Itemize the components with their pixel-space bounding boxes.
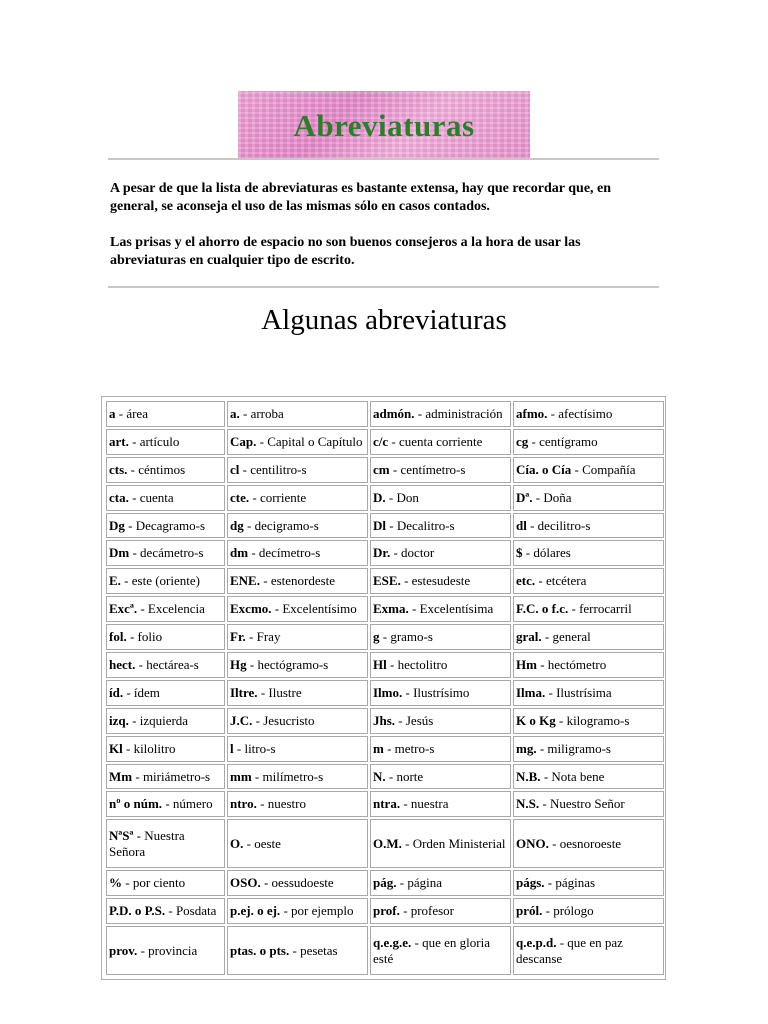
abbreviation-cell [227,540,368,566]
abbreviation-meaning: - Capital o Capítulo [256,433,363,449]
abbreviation-meaning: - Orden Ministerial [401,835,506,851]
abbreviation-meaning: - cuenta corriente [388,433,483,449]
abbreviation-meaning: - dólares [522,545,571,561]
abbreviation-cell [106,898,225,924]
abbreviation-meaning: - centímetro-s [389,461,466,477]
abbreviation-meaning: - kilolitro [122,740,176,756]
abbreviation-cell [227,819,368,868]
abbreviation-cell [513,898,664,924]
abbreviation: pról. [516,903,543,919]
abbreviation: prov. [109,942,138,958]
abbreviation-cell [370,401,511,427]
abbreviation: Cía. o Cía [516,461,572,477]
abbreviation: ntra. [373,796,401,812]
abbreviation-meaning: - prólogo [542,903,594,919]
abbreviation-cell [513,652,664,678]
abbreviation: hect. [109,656,136,672]
abbreviation-cell [106,513,225,539]
abbreviation: mm [230,768,252,784]
abbreviation-meaning: - oeste [243,835,281,851]
table-row [106,401,664,427]
abbreviation-meaning: - general [541,629,591,645]
abbreviation-meaning: - centilitro-s [239,461,307,477]
abbreviation-cell [106,819,225,868]
abbreviation-cell [370,898,511,924]
abbreviation-meaning: - ferrocarril [568,601,632,617]
abbreviation-meaning: - corriente [249,489,307,505]
abbreviation-cell [370,819,511,868]
table-row [106,819,664,868]
abbreviation-cell [513,791,664,817]
abbreviation: Exma. [373,601,409,617]
abbreviation-meaning: - folio [126,629,163,645]
abbreviation: nº o núm. [109,796,163,812]
abbreviation: pág. [373,875,397,891]
abbreviation-cell [513,513,664,539]
abbreviation-cell [106,540,225,566]
abbreviation-cell [370,764,511,790]
abbreviation: ENE. [230,573,260,589]
abbreviation: Hg [230,656,247,672]
abbreviation: J.C. [230,712,253,728]
abbreviation-meaning: - kilogramo-s [555,712,630,728]
abbreviation-cell [227,791,368,817]
abbreviation-meaning: - cuenta [128,489,174,505]
abbreviation-cell [513,429,664,455]
abbreviation-meaning: - centígramo [528,433,598,449]
table-row [106,540,664,566]
abbreviation-meaning: - norte [385,768,424,784]
abbreviation: P.D. o P.S. [109,903,166,919]
abbreviation-meaning: - por ciento [122,875,186,891]
table-row [106,457,664,483]
abbreviation-meaning: - Excelentísimo [271,601,357,617]
abbreviation-cell [370,926,511,975]
title-banner [238,91,530,159]
abbreviation-meaning: - etcétera [535,573,587,589]
abbreviation-cell [370,652,511,678]
abbreviation-meaning: - hectárea-s [135,656,199,672]
abbreviation-meaning: - decigramo-s [243,517,319,533]
abbreviation-meaning: - Decagramo-s [124,517,206,533]
abbreviation-meaning: - que en gloria esté [373,934,490,966]
abbreviation-meaning: - litro-s [233,740,276,756]
abbreviation-meaning: - estenordeste [259,573,336,589]
abbreviation-meaning: - Compañía [571,461,636,477]
abbreviation: fol. [109,629,127,645]
abbreviation: O. [230,835,244,851]
abbreviation-cell [106,624,225,650]
divider [108,286,659,288]
table-row [106,764,664,790]
abbreviation-meaning: - gramo-s [379,629,433,645]
abbreviation-cell [106,457,225,483]
abbreviation-cell [106,708,225,734]
abbreviation-meaning: - provincia [137,942,198,958]
table-row [106,596,664,622]
abbreviation-meaning: - Ilustre [257,684,302,700]
table-row [106,513,664,539]
abbreviation: Dg [109,517,125,533]
abbreviation-cell [106,736,225,762]
abbreviation: dm [230,545,249,561]
abbreviation-cell [106,870,225,896]
abbreviation: Ilma. [516,684,546,700]
abbreviation-meaning: - Jesucristo [252,712,315,728]
table-row [106,485,664,511]
abbreviation: a [109,405,116,421]
abbreviation: afmo. [516,405,548,421]
abbreviation: Hm [516,656,537,672]
table-row [106,736,664,762]
abbreviation: cm [373,461,390,477]
table-row [106,898,664,924]
abbreviation-cell [227,870,368,896]
abbreviation-meaning: - afectísimo [547,405,613,421]
abbreviation-meaning: - Posdata [165,903,217,919]
abbreviation-cell [513,764,664,790]
abbreviation-cell [370,680,511,706]
abbreviation-cell [227,485,368,511]
table-row [106,870,664,896]
abbreviation: q.e.p.d. [516,934,557,950]
abbreviation-cell [227,652,368,678]
abbreviation: izq. [109,712,129,728]
abbreviation-cell [370,736,511,762]
abbreviation: Iltre. [230,684,258,700]
abbreviation: Excª. [109,601,138,617]
abbreviation: Hl [373,656,387,672]
abbreviation-cell [106,485,225,511]
abbreviation-cell [106,596,225,622]
abbreviation: F.C. o f.c. [516,601,569,617]
abbreviation: N.S. [516,796,540,812]
abbreviation-cell [227,736,368,762]
abbreviation-meaning: - artículo [128,433,180,449]
abbreviation: q.e.g.e. [373,934,412,950]
abbreviation: dg [230,517,244,533]
abbreviation: N.B. [516,768,541,784]
abbreviation: art. [109,433,129,449]
abbreviation: ONO. [516,835,549,851]
abbreviation: g [373,629,380,645]
abbreviation-meaning: - nuestro [256,796,306,812]
abbreviation-cell [513,568,664,594]
abbreviation-cell [227,764,368,790]
intro-paragraph-2: Las prisas y el ahorro de espacio no son buenos consejeros a la hora de usar las abreviaturas en cualquier tipo de escrito. [110,235,581,268]
abbreviation-cell [227,898,368,924]
abbreviation-meaning: - decámetro-s [129,545,204,561]
table-row [106,429,664,455]
abbreviation-cell [370,870,511,896]
abbreviation-meaning: - izquierda [128,712,189,728]
abbreviation: OSO. [230,875,261,891]
abbreviation-cell [106,429,225,455]
abbreviation-cell [370,568,511,594]
abbreviation-meaning: - Don [385,489,419,505]
abbreviation-cell [106,764,225,790]
abbreviation-cell [227,401,368,427]
abbreviation: Dm [109,545,130,561]
page-title: Abreviaturas [293,108,475,143]
abbreviation: págs. [516,875,545,891]
abbreviation: K o Kg [516,712,556,728]
table-row [106,652,664,678]
abbreviation: Excmo. [230,601,272,617]
abbreviation-cell [370,596,511,622]
abbreviation-cell [106,926,225,975]
abbreviation-cell [370,540,511,566]
abbreviation: NªSª [109,827,134,843]
abbreviation: Fr. [230,629,246,645]
abbreviation: m [373,740,384,756]
abbreviation: cte. [230,489,250,505]
abbreviation-cell [227,708,368,734]
abbreviation-cell [513,680,664,706]
abbreviation-meaning: - nuestra [400,796,449,812]
abbreviation-cell [513,540,664,566]
abbreviation-cell [227,429,368,455]
intro-paragraph-1: A pesar de que la lista de abreviaturas es bastante extensa, hay que recordar que, en general, se aconseja el uso de las mismas sólo en casos contados. [110,181,612,214]
abbreviation: Cap. [230,433,257,449]
abbreviation: Ilmo. [373,684,403,700]
abbreviation-meaning: - Ilustrísima [545,684,612,700]
abbreviation-meaning: - miligramo-s [536,740,611,756]
table-row [106,680,664,706]
table-row [106,624,664,650]
abbreviation: mg. [516,740,537,756]
abbreviation-meaning: - miriámetro-s [132,768,211,784]
abbreviation-cell [513,819,664,868]
abbreviation-meaning: - que en paz descanse [516,934,623,966]
abbreviation: E. [109,573,121,589]
abbreviation: cg [516,433,529,449]
abbreviation-cell [513,870,664,896]
abbreviation-cell [513,736,664,762]
table-row [106,926,664,975]
abbreviation: p.ej. o ej. [230,903,281,919]
abbreviation-cell [513,708,664,734]
abbreviation: cl [230,461,240,477]
abbreviation-cell [513,457,664,483]
abbreviation: $ [516,545,523,561]
abbreviation-cell [227,457,368,483]
abbreviation: Jhs. [373,712,396,728]
abbreviation-meaning: - página [396,875,442,891]
abbreviation-cell [513,401,664,427]
abbreviation-meaning: - Excelencia [137,601,205,617]
abbreviation: ESE. [373,573,401,589]
abbreviation-cell [227,596,368,622]
abbreviation: etc. [516,573,536,589]
abbreviation: D. [373,489,386,505]
abbreviation-meaning: - doctor [390,545,435,561]
abbreviation-meaning: - área [115,405,148,421]
abbreviation-cell [513,624,664,650]
abbreviation-meaning: - Excelentísima [408,601,494,617]
abbreviation-meaning: - este (oriente) [120,573,200,589]
abbreviation: prof. [373,903,400,919]
abbreviation: dl [516,517,527,533]
abbreviation-cell [227,680,368,706]
abbreviation-meaning: - Nuestro Señor [539,796,625,812]
abbreviation: cta. [109,489,129,505]
abbreviation-cell [227,926,368,975]
table-row [106,791,664,817]
abbreviation-meaning: - arroba [239,405,284,421]
abbreviation-cell [106,401,225,427]
abbreviation-meaning: - céntimos [127,461,186,477]
table-row [106,708,664,734]
table-row [106,568,664,594]
section-title: Algunas abreviaturas [261,304,507,336]
abbreviation-meaning: - Jesús [395,712,434,728]
abbreviation-meaning: - oesnoroeste [548,835,622,851]
abbreviation: Mm [109,768,133,784]
abbreviation-cell [227,513,368,539]
abbreviation-meaning: - hectómetro [536,656,607,672]
abbreviation: Dl [373,517,386,533]
abbreviation-meaning: - pesetas [289,942,338,958]
abbreviation-meaning: - páginas [544,875,596,891]
abbreviation-meaning: - metro-s [383,740,435,756]
abbreviation: Dr. [373,545,391,561]
abbreviation-cell [227,568,368,594]
abbreviation: cts. [109,461,128,477]
abbreviation-cell [106,652,225,678]
abbreviation-meaning: - profesor [399,903,455,919]
abbreviation-meaning: - por ejemplo [280,903,354,919]
abbreviation-meaning: - decímetro-s [248,545,321,561]
abbreviation-meaning: - ídem [123,684,160,700]
abbreviation-meaning: - hectolitro [386,656,448,672]
abbreviation-meaning: - estesudeste [400,573,471,589]
abbreviation: íd. [109,684,124,700]
abbreviation-meaning: - número [162,796,213,812]
abbreviation-meaning: - Decalitro-s [386,517,455,533]
abbreviation: N. [373,768,386,784]
abbreviation-cell [227,624,368,650]
abbreviation: Dª. [516,489,533,505]
abbreviation-meaning: - Nuestra Señora [109,827,185,859]
abbreviations-table [101,396,666,980]
abbreviation-cell [106,791,225,817]
abbreviation-meaning: - Fray [245,629,281,645]
abbreviation-cell [370,624,511,650]
abbreviation: l [230,740,234,756]
abbreviation-cell [370,429,511,455]
abbreviation-cell [513,485,664,511]
abbreviation-cell [370,708,511,734]
divider [108,158,659,160]
abbreviation: % [109,875,122,891]
abbreviation-meaning: - Ilustrísimo [402,684,470,700]
abbreviation-cell [513,596,664,622]
abbreviation-meaning: - Nota bene [540,768,605,784]
abbreviation-cell [370,791,511,817]
abbreviation-meaning: - Doña [532,489,572,505]
abbreviation-cell [513,926,664,975]
abbreviation: Kl [109,740,123,756]
abbreviation: c/c [373,433,389,449]
abbreviation: O.M. [373,835,402,851]
abbreviation: a. [230,405,240,421]
abbreviation-cell [370,457,511,483]
abbreviation-cell [106,680,225,706]
abbreviation-cell [370,513,511,539]
abbreviation-meaning: - milímetro-s [251,768,324,784]
abbreviation-meaning: - oessudoeste [260,875,334,891]
abbreviation: gral. [516,629,542,645]
abbreviation: ntro. [230,796,257,812]
abbreviation: admón. [373,405,415,421]
abbreviation-cell [370,485,511,511]
abbreviation-meaning: - administración [414,405,503,421]
abbreviation-cell [106,568,225,594]
abbreviation-meaning: - hectógramo-s [246,656,329,672]
abbreviation: ptas. o pts. [230,942,290,958]
abbreviation-meaning: - decilitro-s [526,517,591,533]
